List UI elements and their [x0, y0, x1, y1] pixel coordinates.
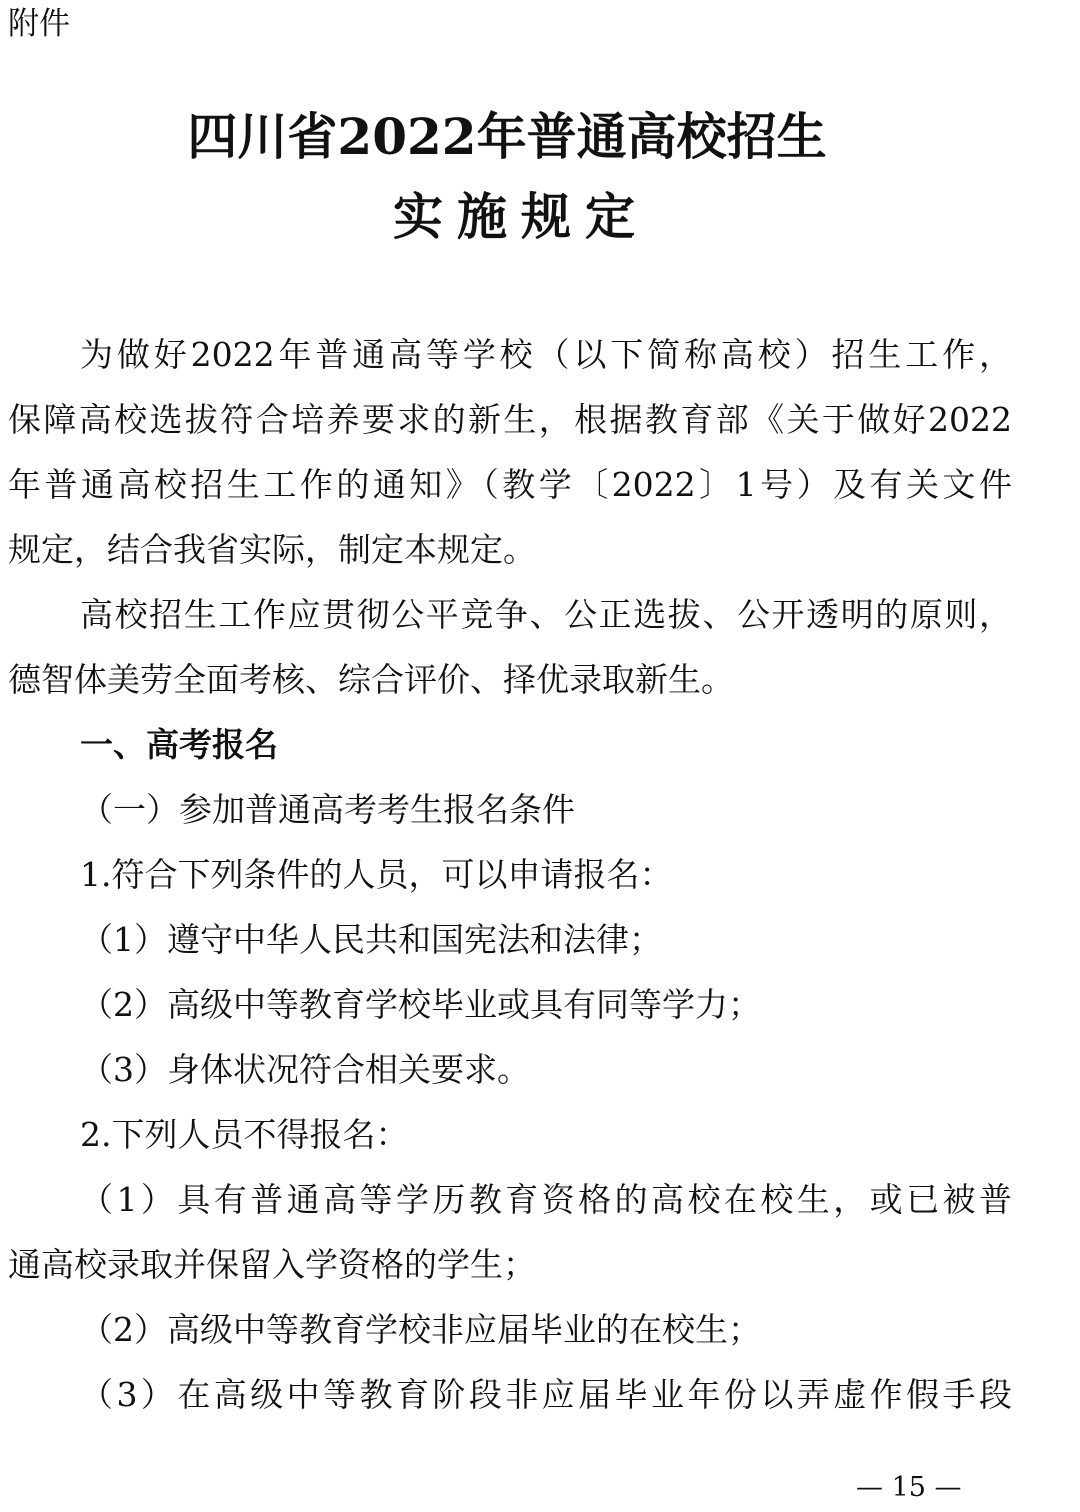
- paragraph-line: 保障高校选拔符合培养要求的新生，根据教育部《关于做好2022: [8, 400, 1012, 439]
- paragraph-line: 年普通高校招生工作的通知》（教学〔2022〕1号）及有关文件: [8, 465, 1012, 504]
- list-item: （3）身体状况符合相关要求。: [80, 1050, 530, 1089]
- list-item: （1）遵守中华人民共和国宪法和法律；: [80, 920, 662, 959]
- document-title-line-2: 实施规定: [393, 187, 649, 246]
- page-number: — 15 —: [856, 1472, 962, 1503]
- subsection-heading: （一）参加普通高考考生报名条件: [80, 790, 575, 829]
- list-item: （2）高级中等教育学校毕业或具有同等学力；: [80, 985, 761, 1024]
- list-item: （3）在高级中等教育阶段非应届毕业年份以弄虚作假手段: [80, 1375, 1012, 1414]
- list-item: 1.符合下列条件的人员，可以申请报名：: [80, 855, 673, 894]
- list-item-continuation: 通高校录取并保留入学资格的学生；: [8, 1245, 536, 1284]
- list-item: （2）高级中等教育学校非应届毕业的在校生；: [80, 1310, 761, 1349]
- paragraph-line: 高校招生工作应贯彻公平竞争、公正选拔、公开透明的原则，: [80, 595, 1012, 634]
- paragraph-line: 为做好2022年普通高等学校（以下简称高校）招生工作，: [80, 335, 1012, 374]
- attachment-label: 附件: [8, 6, 70, 42]
- section-heading: 一、高考报名: [80, 725, 278, 764]
- document-title-line-1: 四川省2022年普通高校招生: [187, 107, 827, 166]
- paragraph-line: 规定，结合我省实际，制定本规定。: [8, 530, 536, 569]
- paragraph-line: 德智体美劳全面考核、综合评价、择优录取新生。: [8, 660, 734, 699]
- list-item: 2.下列人员不得报名：: [80, 1115, 409, 1154]
- list-item: （1）具有普通高等学历教育资格的高校在校生，或已被普: [80, 1180, 1012, 1219]
